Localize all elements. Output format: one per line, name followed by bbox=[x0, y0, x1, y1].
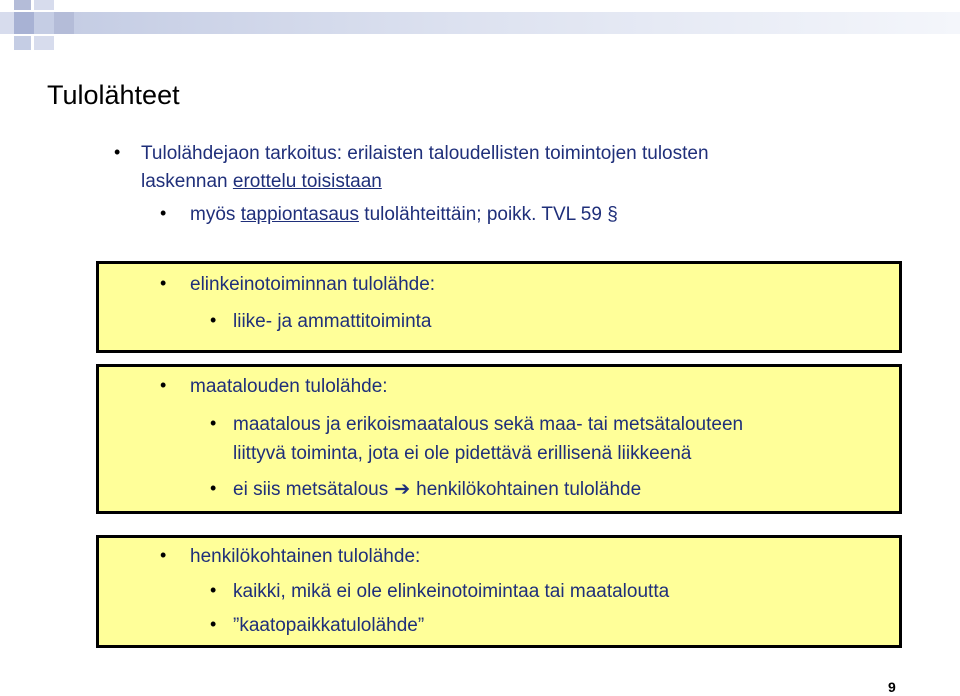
deco-square bbox=[34, 0, 54, 10]
bullet-icon: • bbox=[160, 545, 167, 565]
box1-heading: elinkeinotoiminnan tulolähde: bbox=[190, 274, 436, 295]
bullet-icon: • bbox=[210, 413, 217, 433]
box2-item-2 bbox=[233, 475, 641, 504]
box3-item-1: kaikki, mikä ei ole elinkeinotoimintaa tai maataloutta bbox=[233, 581, 670, 602]
box1-item-1: liike- ja ammattitoiminta bbox=[233, 311, 432, 332]
slide-title: Tulolähteet bbox=[47, 80, 180, 110]
bullet-icon: • bbox=[210, 614, 217, 634]
page-number: 9 bbox=[888, 679, 896, 695]
intro-sub-line bbox=[190, 200, 618, 229]
deco-square bbox=[54, 12, 74, 34]
right-arrow-icon: ➔ bbox=[394, 479, 411, 500]
header-gradient-bar bbox=[74, 12, 960, 34]
bullet-icon: • bbox=[210, 580, 217, 600]
deco-square bbox=[14, 0, 31, 10]
bullet-icon: • bbox=[114, 142, 121, 162]
deco-square bbox=[34, 12, 54, 34]
bullet-icon: • bbox=[160, 273, 167, 293]
bullet-icon: • bbox=[160, 375, 167, 395]
intro-line-2-prefix: laskennan bbox=[141, 171, 233, 192]
box2-item-2-suffix: henkilökohtainen tulolähde bbox=[416, 479, 642, 500]
bullet-icon: • bbox=[160, 203, 167, 223]
box2-item-1-line-1: maatalous ja erikoismaatalous sekä maa- tai metsätalouteen bbox=[233, 414, 744, 435]
intro-line-1: Tulolähdejaon tarkoitus: erilaisten taloudellisten toimintojen tulosten bbox=[141, 143, 709, 164]
box2-item-1-line-2: liittyvä toiminta, jota ei ole pidettävä erillisenä liikkeenä bbox=[233, 443, 692, 464]
intro-sub-prefix: myös bbox=[190, 204, 241, 225]
intro-sub-suffix: tulolähteittäin; poikk. TVL 59 § bbox=[359, 204, 618, 225]
bullet-icon: • bbox=[210, 310, 217, 330]
deco-square bbox=[14, 12, 34, 34]
intro-line-2 bbox=[141, 167, 382, 196]
deco-square bbox=[0, 12, 14, 34]
box2-item-2-prefix: ei siis metsätalous bbox=[233, 479, 389, 500]
box3-item-2: ”kaatopaikkatulolähde” bbox=[233, 615, 425, 636]
intro-link-tappiontasaus[interactable]: tappiontasaus bbox=[240, 204, 360, 225]
header-decoration bbox=[0, 0, 960, 60]
box2-heading: maatalouden tulolähde: bbox=[190, 376, 388, 397]
bullet-icon: • bbox=[210, 478, 217, 498]
deco-square bbox=[14, 36, 31, 50]
box3-heading: henkilökohtainen tulolähde: bbox=[190, 546, 421, 567]
deco-square bbox=[34, 36, 54, 50]
intro-link-erottelu[interactable]: erottelu toisistaan bbox=[232, 171, 382, 192]
